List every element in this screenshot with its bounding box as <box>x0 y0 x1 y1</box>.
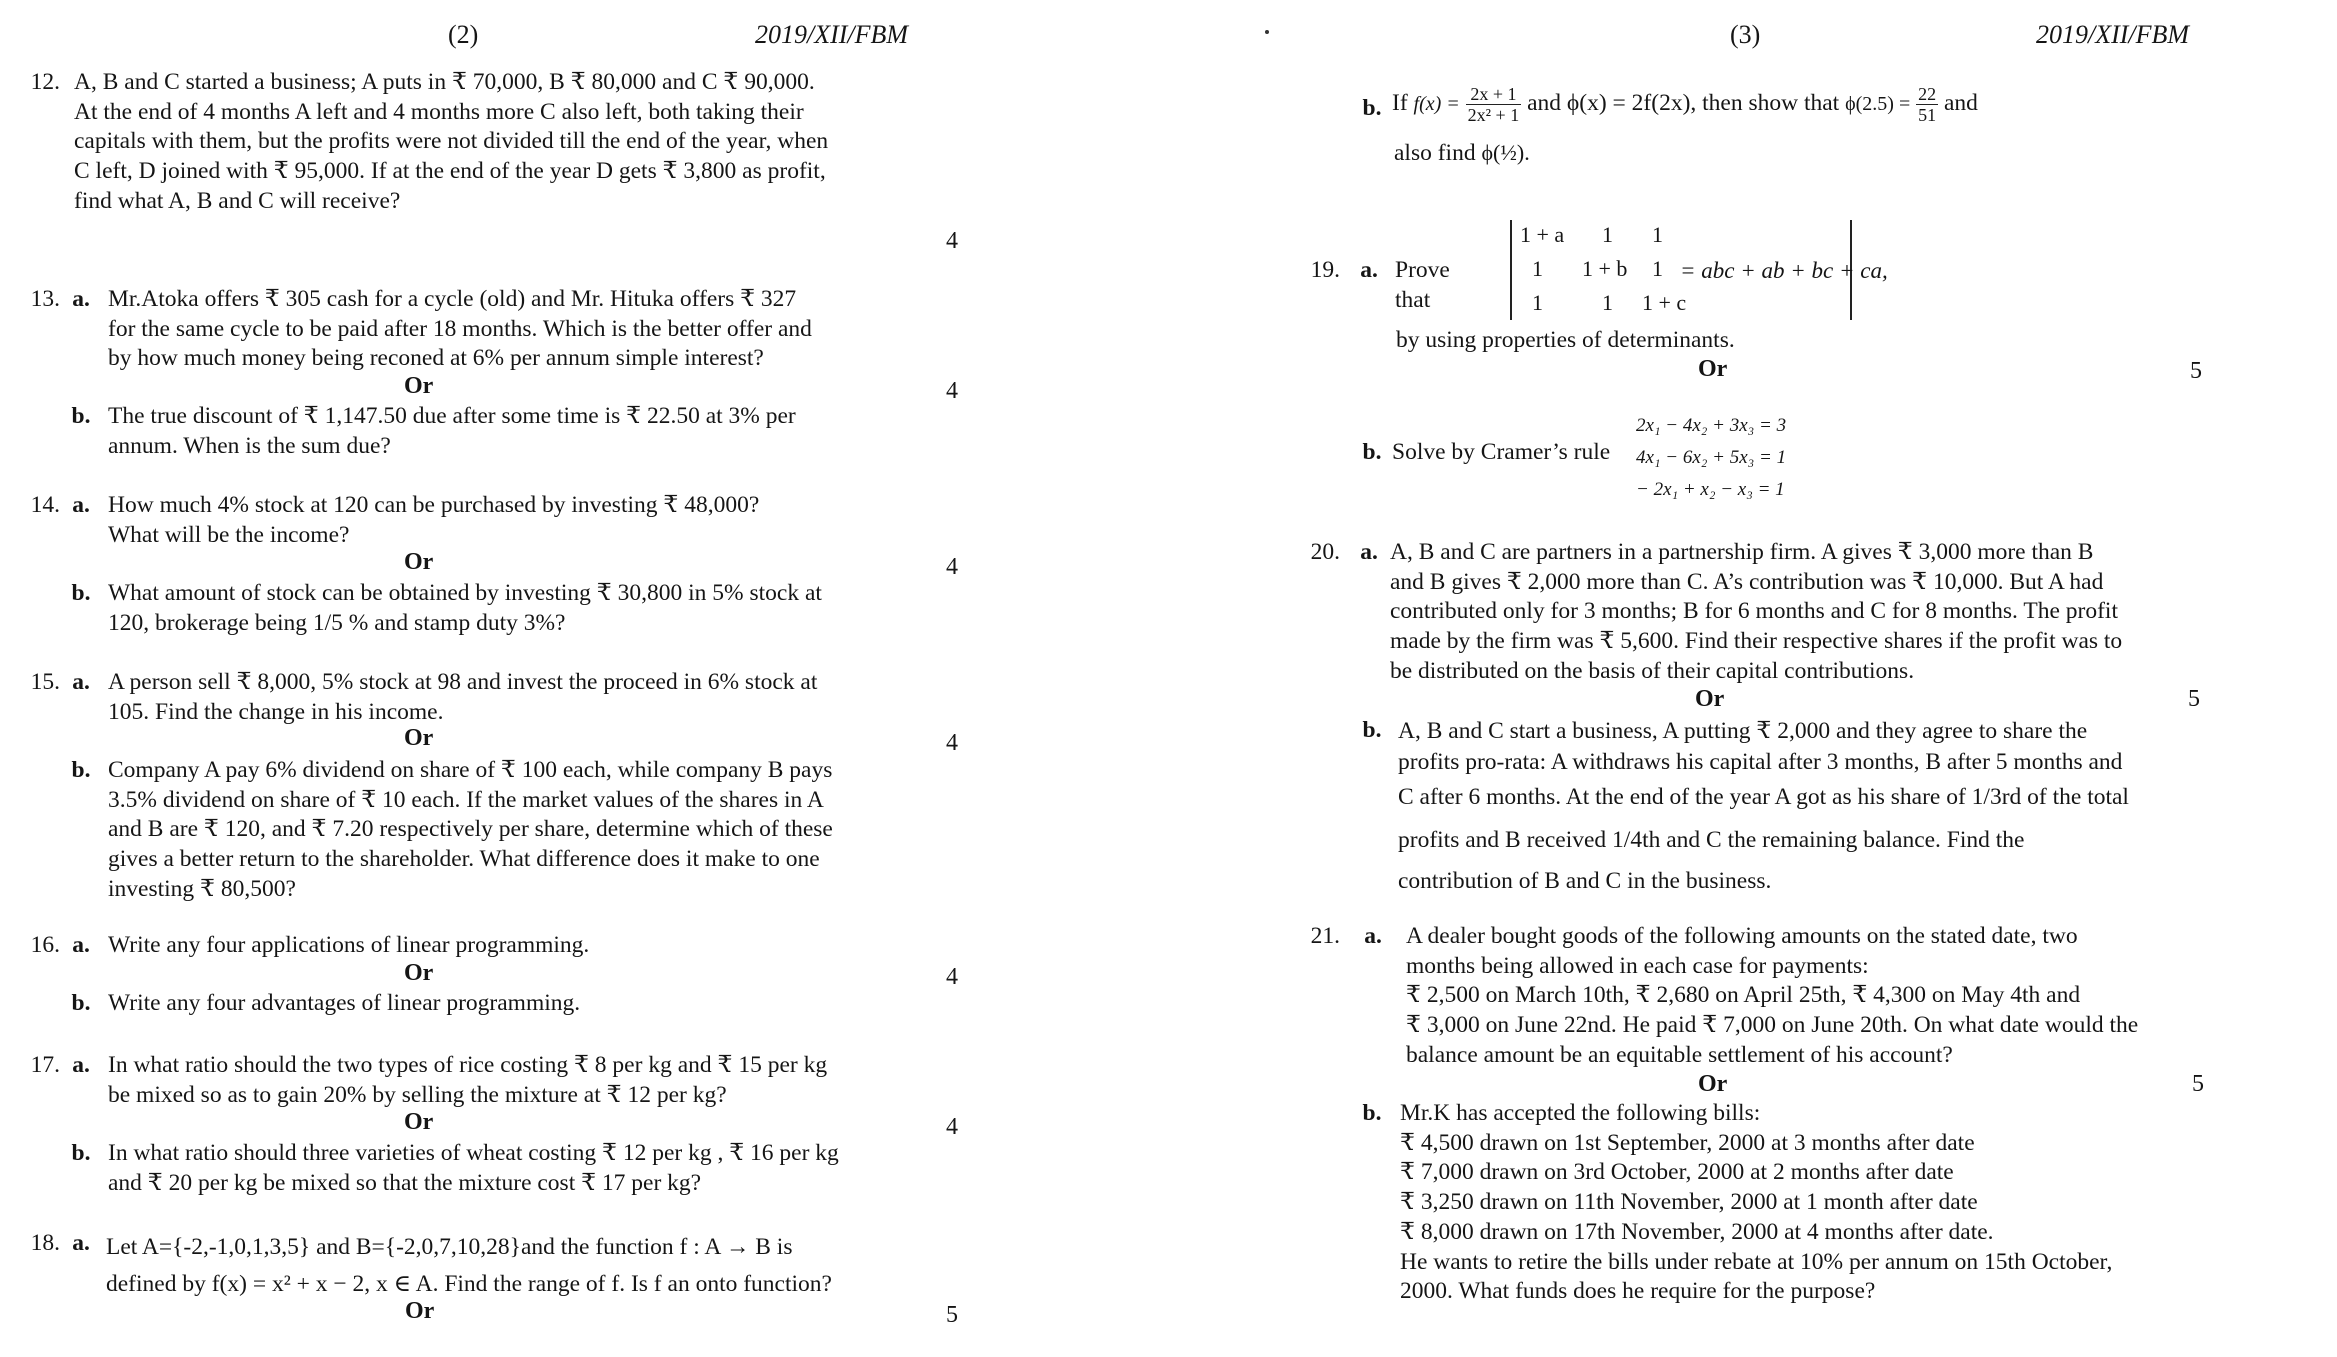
text-mid: and ϕ(x) = 2f(2x), then show that <box>1527 89 1840 116</box>
math-phi-half: ϕ(½). <box>1481 140 1530 165</box>
question-19-line2 <box>1396 326 1735 356</box>
scan-speck <box>1265 30 1269 34</box>
or-divider: Or <box>404 549 434 575</box>
text-line: 105. Find the change in his income. <box>108 698 444 725</box>
part-label: a. <box>72 669 90 695</box>
text-line: ₹ 8,000 drawn on 17th November, 2000 at 4 months after date. <box>1400 1218 1994 1245</box>
text-line: Write any four applications of linear programming. <box>108 932 590 958</box>
text-line: for the same cycle to be paid after 18 months. Which is the better offer and <box>108 315 812 342</box>
text-and: and <box>1943 89 1978 116</box>
text-line: contributed only for 3 months; B for 6 months and C for 8 months. The profit <box>1390 598 2118 625</box>
text-line: 120, brokerage being 1/5 % and stamp duty 3%? <box>108 609 566 636</box>
question-number: 15. <box>30 669 60 695</box>
right-page <box>1168 0 2337 1357</box>
marks: 4 <box>946 964 958 990</box>
part-label: b. <box>1362 439 1382 465</box>
text-line: C left, D joined with ₹ 95,000. If at the end of the year D gets ₹ 3,800 as profit, <box>74 158 826 185</box>
text-line: In what ratio should three varieties of wheat costing ₹ 12 per kg , ₹ 16 per kg <box>108 1140 839 1166</box>
text-line: 3.5% dividend on share of ₹ 10 each. If the market values of the shares in A <box>108 786 824 813</box>
paper-code: 2019/XII/FBM <box>755 20 909 49</box>
marks: 4 <box>946 228 958 254</box>
det-cell: 1 <box>1602 222 1613 247</box>
numerator: 22 <box>1918 84 1937 104</box>
text-line: At the end of 4 months A left and 4 months more C also left, both taking their <box>74 98 804 125</box>
part-label: b. <box>1362 95 1382 121</box>
part-label: b. <box>71 757 91 783</box>
text-line: find what A, B and C will receive? <box>74 187 401 214</box>
part-label: a. <box>72 1230 90 1256</box>
or-divider: Or <box>404 373 434 399</box>
part-label: a. <box>72 932 90 958</box>
or-divider: Or <box>404 725 434 751</box>
marks: 5 <box>946 1302 958 1328</box>
text-line: Mr.Atoka offers ₹ 305 cash for a cycle (old) and Mr. Hituka offers ₹ 327 <box>108 286 797 312</box>
text-line: ₹ 3,250 drawn on 11th November, 2000 at 1 month after date <box>1400 1189 1978 1216</box>
text-line: be distributed on the basis of their capital contributions. <box>1390 657 1915 684</box>
paper-code: 2019/XII/FBM <box>2036 20 2190 49</box>
determinant-rhs: = abc + ab + bc + ca, <box>1680 258 1888 283</box>
text-line: C after 6 months. At the end of the year A got as his share of 1/3rd of the total <box>1398 784 2129 810</box>
text-line: defined by f(x) = x² + x − 2, x ∈ A. Find the range of f. Is f an onto function? <box>106 1271 832 1297</box>
math-fx: f(x) = <box>1413 92 1460 115</box>
text-line: A person sell ₹ 8,000, 5% stock at 98 and invest the proceed in 6% stock at <box>108 669 818 695</box>
text-prove: Prove that <box>1395 257 1450 313</box>
text-line: A, B and C started a business; A puts in ₹ 70,000, B ₹ 80,000 and C ₹ 90,000. <box>74 69 815 95</box>
numerator: 2x + 1 <box>1466 84 1522 105</box>
part-label: b. <box>1362 1100 1382 1126</box>
question-number: 13. <box>30 286 60 312</box>
text-line: What amount of stock can be obtained by investing ₹ 30,800 in 5% stock at <box>108 580 822 606</box>
question-number: 17. <box>30 1052 60 1078</box>
text-line: ₹ 7,000 drawn on 3rd October, 2000 at 2 months after date <box>1400 1159 1954 1186</box>
text-line: months being allowed in each case for payments: <box>1406 952 1869 979</box>
text-if: If <box>1392 89 1408 116</box>
part-label: a. <box>1364 923 1382 949</box>
or-divider: Or <box>404 1109 434 1135</box>
question-number: 16. <box>30 932 60 958</box>
part-label: b. <box>71 1140 91 1166</box>
part-label: b. <box>71 580 91 606</box>
text-line: and ₹ 20 per kg be mixed so that the mixture cost ₹ 17 per kg? <box>108 1169 702 1196</box>
part-label: b. <box>71 990 91 1016</box>
or-divider: Or <box>1698 1071 1728 1097</box>
or-divider: Or <box>1698 356 1728 382</box>
part-label: b. <box>71 403 91 429</box>
text-line: Mr.K has accepted the following bills: <box>1400 1100 1761 1126</box>
text-line: ₹ 2,500 on March 10th, ₹ 2,680 on April 25th, ₹ 4,300 on May 4th and <box>1406 982 2081 1009</box>
text-cramer: Solve by Cramer’s rule <box>1392 439 1611 465</box>
or-divider: Or <box>1695 686 1725 712</box>
text-line: ₹ 3,000 on June 22nd. He paid ₹ 7,000 on June 20th. On what date would the <box>1406 1012 2139 1039</box>
part-label: a. <box>72 492 90 518</box>
or-divider: Or <box>404 960 434 986</box>
text-line: What will be the income? <box>108 521 350 548</box>
text-line: investing ₹ 80,500? <box>108 875 296 902</box>
det-cell: 1 <box>1652 222 1663 247</box>
page-number: (3) <box>1730 20 1761 49</box>
text-line: by using properties of determinants. <box>1396 327 1735 353</box>
page-number: (2) <box>448 20 479 49</box>
text-line: Write any four advantages of linear programming. <box>108 990 581 1016</box>
text-line: balance amount be an equitable settlement of his account? <box>1406 1041 1953 1068</box>
question-number: 18. <box>30 1230 60 1256</box>
text-line: ₹ 4,500 drawn on 1st September, 2000 at 3 months after date <box>1400 1129 1975 1156</box>
det-cell: 1 + a <box>1520 222 1565 247</box>
part-label: a. <box>1360 257 1378 283</box>
text-line: The true discount of ₹ 1,147.50 due after some time is ₹ 22.50 at 3% per <box>108 403 796 429</box>
text-line: and B are ₹ 120, and ₹ 7.20 respectively per share, determine which of these <box>108 816 833 843</box>
text-line: profits and B received 1/4th and C the remaining balance. Find the <box>1398 827 2025 853</box>
text-line: contribution of B and C in the business. <box>1398 868 1772 894</box>
text-line: In what ratio should the two types of rice costing ₹ 8 per kg and ₹ 15 per kg <box>108 1052 828 1078</box>
marks: 5 <box>2190 358 2202 384</box>
det-cell: 1 + b <box>1582 256 1628 281</box>
part-label: a. <box>1360 539 1378 565</box>
text-line: gives a better return to the shareholder. What difference does it make to one <box>108 846 820 873</box>
det-cell: 1 <box>1532 256 1543 281</box>
text-line: Let A={-2,-1,0,1,3,5} and B={-2,0,7,10,28}and the function f : A → B is <box>106 1234 793 1260</box>
question-number: 20. <box>1310 539 1340 565</box>
marks: 4 <box>946 554 958 580</box>
part-label: a. <box>72 1052 90 1078</box>
left-page <box>0 0 1168 1357</box>
text-line: also find <box>1394 140 1476 166</box>
text-line: annum. When is the sum due? <box>108 432 391 459</box>
text-line: 2000. What funds does he require for the purpose? <box>1400 1278 1876 1305</box>
det-cell: 1 <box>1602 290 1613 315</box>
text-line: be mixed so as to gain 20% by selling the mixture at ₹ 12 per kg? <box>108 1081 727 1108</box>
text-line: profits pro-rata: A withdraws his capital after 3 months, B after 5 months and <box>1398 749 2123 775</box>
marks: 4 <box>946 730 958 756</box>
text-line: capitals with them, but the profits were not divided till the end of the year, when <box>74 128 829 155</box>
equation: − 2x₁ + x₂ − x₃ = 1 <box>1636 479 1785 500</box>
or-divider: Or <box>405 1298 435 1324</box>
text-line: made by the firm was ₹ 5,600. Find their respective shares if the profit was to <box>1390 628 2123 655</box>
math-phi: ϕ(2.5) = <box>1845 92 1911 115</box>
text-line: He wants to retire the bills under rebate at 10% per annum on 15th October, <box>1400 1248 2113 1275</box>
denominator: 51 <box>1918 105 1937 125</box>
marks: 4 <box>946 1114 958 1140</box>
question-number: 12. <box>30 69 60 95</box>
text-line: A dealer bought goods of the following amounts on the stated date, two <box>1406 923 2078 949</box>
question-number: 21. <box>1310 923 1340 949</box>
text-line: by how much money being reconed at 6% per annum simple interest? <box>108 345 764 372</box>
det-cell: 1 + c <box>1642 290 1687 315</box>
part-label: a. <box>72 286 90 312</box>
marks: 5 <box>2192 1071 2204 1097</box>
text-line: How much 4% stock at 120 can be purchased by investing ₹ 48,000? <box>108 492 760 518</box>
question-number: 19. <box>1310 257 1340 283</box>
det-cell: 1 <box>1652 256 1663 281</box>
text-line: and B gives ₹ 2,000 more than C. A’s contribution was ₹ 10,000. But A had <box>1390 568 2104 595</box>
denominator: 2x² + 1 <box>1467 105 1520 125</box>
fraction-phi <box>1916 84 1938 125</box>
equation: 2x₁ − 4x₂ + 3x₃ = 3 <box>1636 415 1787 436</box>
marks: 4 <box>946 378 958 404</box>
text-line: A, B and C start a business, A putting ₹ 2,000 and they agree to share the <box>1398 718 2088 744</box>
equation: 4x₁ − 6x₂ + 5x₃ = 1 <box>1636 447 1787 468</box>
text-line: Company A pay 6% dividend on share of ₹ 100 each, while company B pays <box>108 757 833 783</box>
fraction-f <box>1466 84 1522 125</box>
det-cell: 1 <box>1532 290 1543 315</box>
text-line: A, B and C are partners in a partnership firm. A gives ₹ 3,000 more than B <box>1390 539 2094 565</box>
marks: 5 <box>2188 686 2200 712</box>
question-number: 14. <box>30 492 60 518</box>
part-label: b. <box>1362 717 1382 743</box>
equation-system <box>1636 410 1786 506</box>
